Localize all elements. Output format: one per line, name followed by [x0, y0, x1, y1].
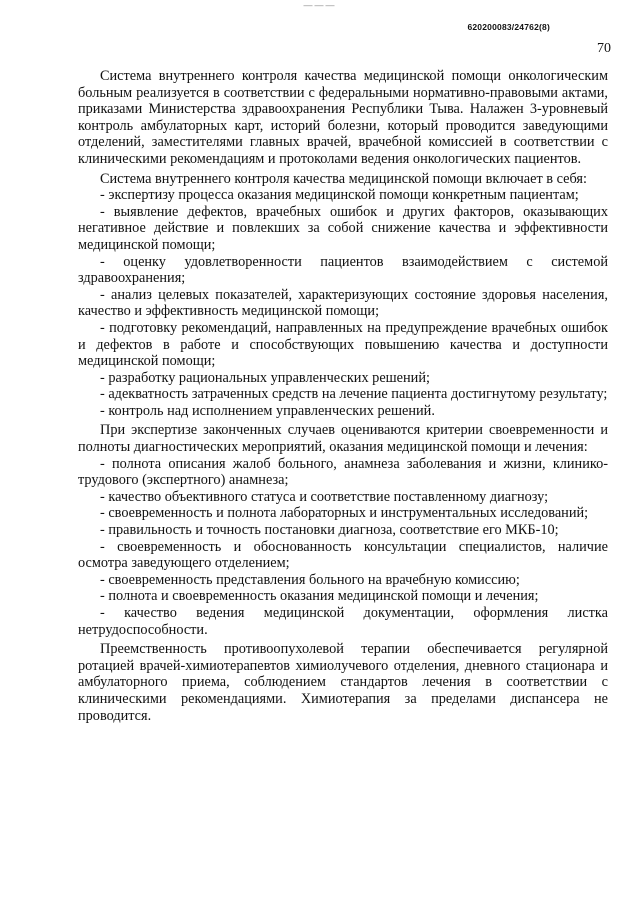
list-item: - экспертизу процесса оказания медицинской помощи конкретным пациентам; [100, 187, 579, 204]
list-item: - полнота описания жалоб больного, анамнеза заболевания и жизни, клинико-трудового (экспертного) анамнеза; [78, 455, 608, 489]
list-item: - своевременность и обоснованность консультации специалистов, наличие осмотра заведующего отделением; [78, 538, 608, 572]
paragraph-therapy-continuity: Преемственность противоопухолевой терапии обеспечивается регулярной ротацией врачей-химиотерапевтов химиолучевого отделения, дневного стационара и амбулаторного приема, соблюдением стандартов лечения в соответствии с клиническими рекомендациями. Химиотерапия за пределами диспансера не проводится. [78, 641, 608, 724]
list-item: - анализ целевых показателей, характеризующих состояние здоровья населения, качество и эффективность медицинской помощи; [78, 286, 608, 320]
list-item: - адекватность затраченных средств на лечение пациента достигнутому результату; [100, 386, 608, 403]
list-item: - своевременность и полнота лабораторных и инструментальных исследований; [100, 505, 589, 522]
top-mark: ——— [303, 0, 337, 10]
list-item: - контроль над исполнением управленческих решений. [100, 402, 435, 419]
list-item: - правильность и точность постановки диагноза, соответствие его МКБ-10; [100, 522, 559, 539]
paragraph-intro: Система внутреннего контроля качества медицинской помощи онкологическим больным реализуется в соответствии с федеральными нормативно-правовыми актами, приказами Министерства здравоохранения Республики Тыва. Налажен 3-уровневый контроль амбулаторных карт, историй болезни, который проводится заведующими отделений, заместителями главных врачей, врачебной комиссией в соответствии с клиническими рекомендациям и протоколами ведения онкологических пациентов. [78, 68, 608, 167]
list-item: - своевременность представления больного на врачебную комиссию; [100, 571, 520, 588]
page-number: 70 [597, 41, 611, 56]
list-item: - полнота и своевременность оказания медицинской помощи и лечения; [100, 588, 539, 605]
list-item: - подготовку рекомендаций, направленных на предупреждение врачебных ошибок и дефектов в работе и способствующих повышению качества и доступности медицинской помощи; [78, 319, 608, 370]
paragraph-expertise-criteria: При экспертизе законченных случаев оцениваются критерии своевременности и полноты диагностических мероприятий, оказания медицинской помощи и лечения: [78, 422, 608, 456]
document-code: 620200083/24762(8) [467, 22, 550, 32]
list-item: - оценку удовлетворенности пациентов взаимодействием с системой здравоохранения; [78, 253, 608, 287]
list-item: - выявление дефектов, врачебных ошибок и других факторов, оказывающих негативное действие и повлекших за собой снижение качества и эффективности медицинской помощи; [78, 203, 608, 253]
paragraph-system-includes: Система внутреннего контроля качества медицинской помощи включает в себя: [100, 170, 587, 187]
list-item: - разработку рациональных управленческих решений; [100, 369, 430, 386]
list-item: - качество ведения медицинской документации, оформления листка нетрудоспособности. [78, 605, 608, 638]
list-item: - качество объективного статуса и соответствие поставленному диагнозу; [100, 488, 549, 505]
document-body [78, 68, 608, 724]
